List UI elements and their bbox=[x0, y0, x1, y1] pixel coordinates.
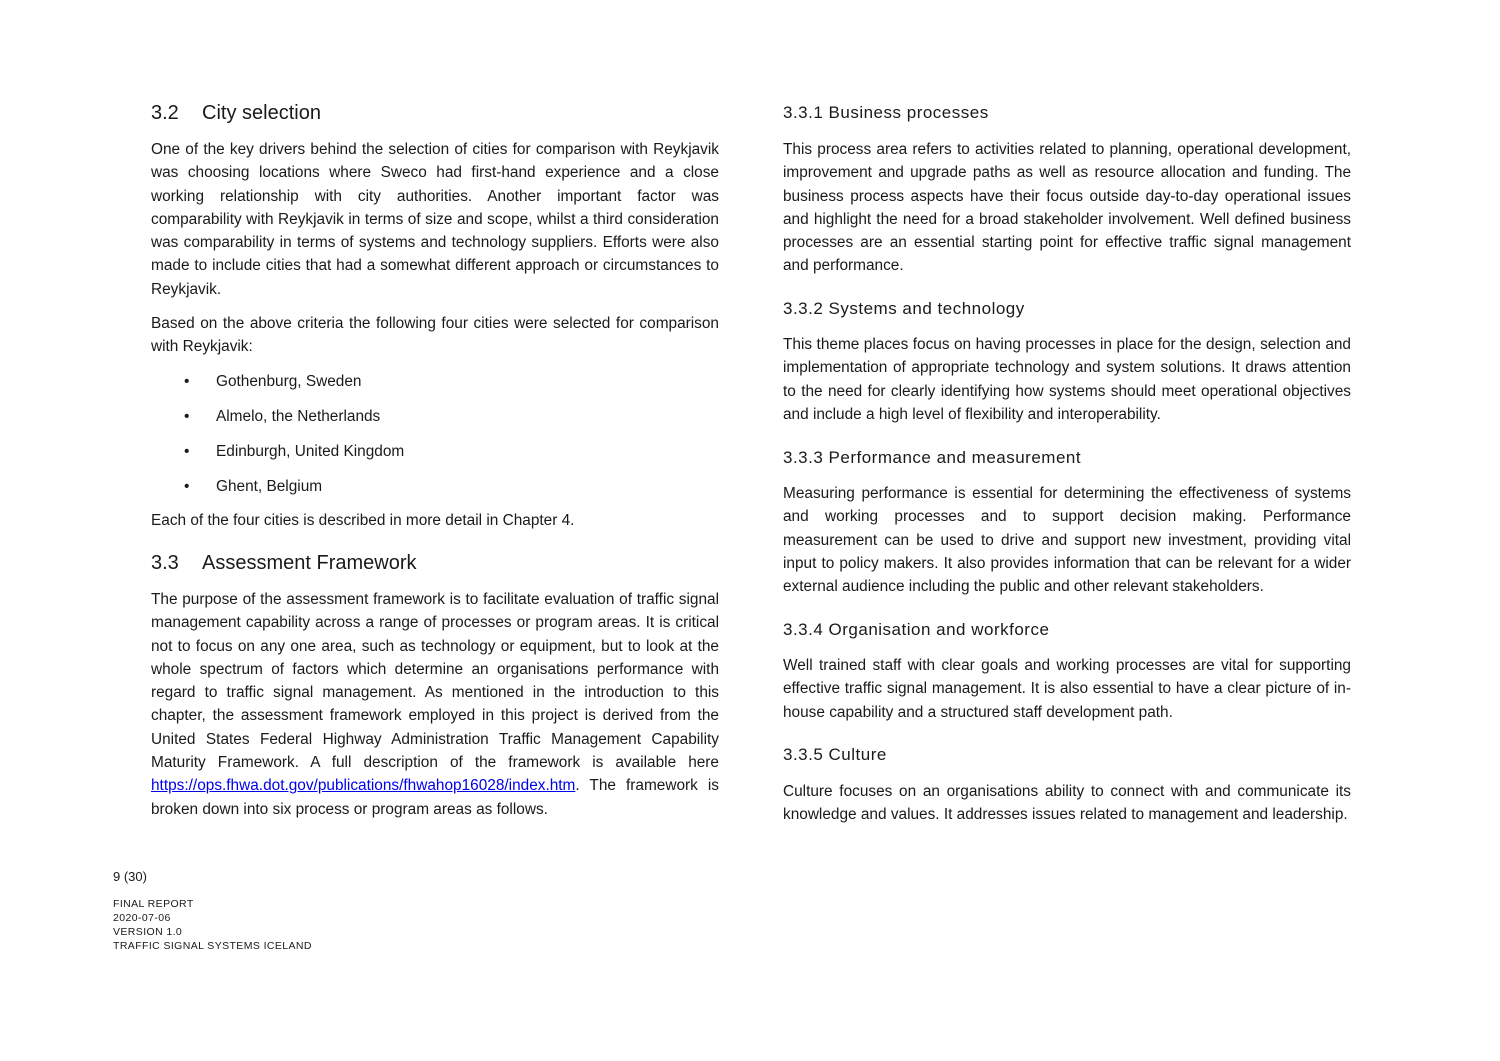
list-item: • Edinburgh, United Kingdom bbox=[151, 434, 719, 469]
heading-3-2 bbox=[151, 101, 719, 125]
paragraph-city-selection: One of the key drivers behind the selection of cities for comparison with Reykjavik was choosing locations where Sweco had first-hand experience and a close working relationship with city authorities. Another important factor was comparability with Reykjavik in terms of size and scope, whilst a third consideration was comparability in terms of systems and technology suppliers. Efforts were also made to include cities that had a somewhat different approach or circumstances to Reykjavik. bbox=[151, 141, 719, 298]
paragraph-text: The purpose of the assessment framework is to facilitate evaluation of traffic signal management capability across a range of processes or program areas. It is critical not to focus on any one area, such as technology or equipment, but to look at the whole spectrum of factors which determine an organisations performance with regard to traffic signal management. As mentioned in the introduction to this chapter, the assessment framework employed in this project is derived from the United States Federal Highway Administration Traffic Management Capability Maturity Framework. A full description of the framework is available here bbox=[151, 591, 719, 772]
paragraph-culture: Culture focuses on an organisations ability to connect with and communicate its knowledge and values. It addresses issues related to management and leadership. bbox=[783, 783, 1351, 824]
paragraph-assessment-framework bbox=[151, 588, 719, 821]
section-number: 3.3 bbox=[151, 552, 179, 574]
paragraph-systems-technology: This theme places focus on having processes in place for the design, selection and implementation of appropriate technology and system solutions. It draws attention to the need for clearly identifying how systems should meet operational objectives and include a high level of flexibility and interoperability. bbox=[783, 336, 1351, 423]
paragraph-criteria: Based on the above criteria the following four cities were selected for comparison with Reykjavik: bbox=[151, 315, 719, 356]
footer-line: FINAL REPORT bbox=[113, 898, 194, 910]
footer bbox=[113, 897, 312, 953]
heading-3-3-5: 3.3.5 Culture bbox=[783, 745, 887, 764]
footer-line: TRAFFIC SIGNAL SYSTEMS ICELAND bbox=[113, 940, 312, 952]
paragraph-chapter-ref: Each of the four cities is described in more detail in Chapter 4. bbox=[151, 512, 575, 529]
list-item: • Gothenburg, Sweden bbox=[151, 364, 719, 399]
heading-3-3-3: 3.3.3 Performance and measurement bbox=[783, 448, 1082, 467]
section-number: 3.2 bbox=[151, 102, 179, 124]
city-list bbox=[151, 364, 719, 504]
paragraph-organisation: Well trained staff with clear goals and working processes are vital for supporting effective traffic signal management. It is also essential to have a clear picture of in-house capability and a structured staff development path. bbox=[783, 657, 1351, 721]
page-number: 9 (30) bbox=[113, 869, 147, 884]
heading-3-3-4: 3.3.4 Organisation and workforce bbox=[783, 620, 1050, 639]
list-item: • Ghent, Belgium bbox=[151, 469, 719, 504]
heading-3-3-1: 3.3.1 Business processes bbox=[783, 103, 989, 122]
heading-3-3 bbox=[151, 551, 719, 575]
heading-3-3-2: 3.3.2 Systems and technology bbox=[783, 299, 1025, 318]
section-title: Assessment Framework bbox=[202, 552, 417, 574]
footer-line: VERSION 1.0 bbox=[113, 926, 183, 938]
section-title: City selection bbox=[202, 102, 321, 124]
footer-line: 2020-07-06 bbox=[113, 912, 171, 924]
list-item: • Almelo, the Netherlands bbox=[151, 399, 719, 434]
paragraph-performance: Measuring performance is essential for determining the effectiveness of systems and working processes and to support decision making. Performance measurement can be used to drive and support new investment, providing vital input to policy makers. It also provides information that can be relevant for a wider external audience including the public and other relevant stakeholders. bbox=[783, 485, 1351, 596]
framework-link[interactable]: https://ops.fhwa.dot.gov/publications/fhwahop16028/index.htm bbox=[151, 777, 576, 795]
paragraph-business-processes: This process area refers to activities related to planning, operational development, improvement and upgrade paths as well as resource allocation and funding. The business process aspects have their focus outside day-to-day operational issues and highlight the need for a broad stakeholder involvement. Well defined business processes are an essential starting point for effective traffic signal management and performance. bbox=[783, 141, 1351, 275]
paragraph-text: . The framework is broken down into six process or program areas as follows. bbox=[151, 777, 719, 818]
